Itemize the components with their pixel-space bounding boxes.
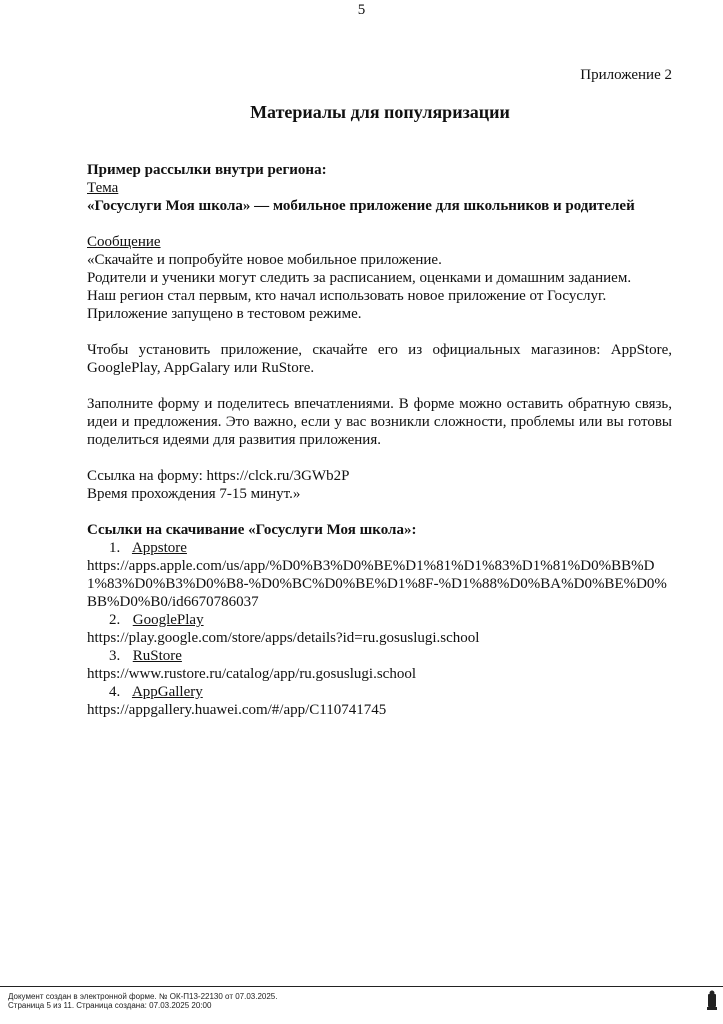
download-item-googleplay bbox=[87, 611, 672, 629]
downloads-heading: Ссылки на скачивание «Госуслуги Моя школа»: bbox=[87, 522, 417, 538]
store-name[interactable]: GooglePlay bbox=[132, 612, 204, 628]
list-number: 3. bbox=[109, 648, 121, 664]
download-item-appstore bbox=[87, 539, 672, 557]
footer-line-1: Документ создан в электронной форме. № ОК-П13-22130 от 07.03.2025. bbox=[8, 992, 278, 1001]
store-url[interactable]: https://play.google.com/store/apps/details?id=ru.gosuslugi.school bbox=[87, 630, 480, 646]
store-url[interactable]: https://apps.apple.com/us/app/%D0%B3%D0%BE%D1%81%D1%83%D1%81%D0%BB%D1%83%D0%B3%D0%B8-%D0%BC%D0%BE%D1%8F-%D1%88%D0%BA%D0%BE%D0%BB%D0%B0/id6670786037 bbox=[87, 558, 667, 610]
appendix-label: Приложение 2 bbox=[580, 67, 672, 83]
download-item-rustore bbox=[87, 647, 672, 665]
message-line: Приложение запущено в тестовом режиме. bbox=[87, 306, 362, 322]
emblem-icon bbox=[705, 989, 719, 1013]
topic-label: Тема bbox=[87, 180, 119, 196]
store-url[interactable]: https://www.rustore.ru/catalog/app/ru.gosuslugi.school bbox=[87, 666, 416, 682]
document-title: Материалы для популяризации bbox=[250, 102, 510, 122]
store-name[interactable]: RuStore bbox=[132, 648, 182, 664]
list-number: 2. bbox=[109, 612, 121, 628]
message-line: «Скачайте и попробуйте новое мобильное приложение. bbox=[87, 252, 442, 268]
store-url[interactable]: https://appgallery.huawei.com/#/app/C110741745 bbox=[87, 702, 387, 718]
store-name[interactable]: AppGallery bbox=[131, 684, 203, 700]
install-text: Чтобы установить приложение, скачайте его из официальных магазинов: AppStore, GooglePlay, AppGalary или RuStore. bbox=[87, 342, 672, 376]
list-number: 1. bbox=[109, 540, 121, 556]
download-item-appgallery bbox=[87, 683, 672, 701]
document-body bbox=[87, 161, 672, 719]
message-line: Родители и ученики могут следить за расписанием, оценками и домашним заданием. bbox=[87, 270, 632, 286]
footer bbox=[8, 992, 277, 1010]
list-number: 4. bbox=[109, 684, 121, 700]
topic-text: «Госуслуги Моя школа» — мобильное приложение для школьников и родителей bbox=[87, 198, 635, 214]
page-number: 5 bbox=[357, 2, 366, 18]
footer-divider bbox=[0, 986, 723, 987]
duration-text: Время прохождения 7-15 минут.» bbox=[87, 486, 301, 502]
store-name[interactable]: Appstore bbox=[131, 540, 187, 556]
feedback-text: Заполните форму и поделитесь впечатлениями. В форме можно оставить обратную связь, идеи и предложения. Это важно, если у вас возникли сложности, проблемы или вы готовы поделиться идеями для развития приложения. bbox=[87, 396, 672, 448]
message-line: Наш регион стал первым, кто начал использовать новое приложение от Госуслуг. bbox=[87, 288, 607, 304]
footer-line-2: Страница 5 из 11. Страница создана: 07.03.2025 20:00 bbox=[8, 1001, 212, 1010]
message-label: Сообщение bbox=[87, 234, 161, 250]
form-link[interactable]: Ссылка на форму: https://clck.ru/3GWb2P bbox=[87, 468, 350, 484]
example-heading: Пример рассылки внутри региона: bbox=[87, 162, 327, 178]
